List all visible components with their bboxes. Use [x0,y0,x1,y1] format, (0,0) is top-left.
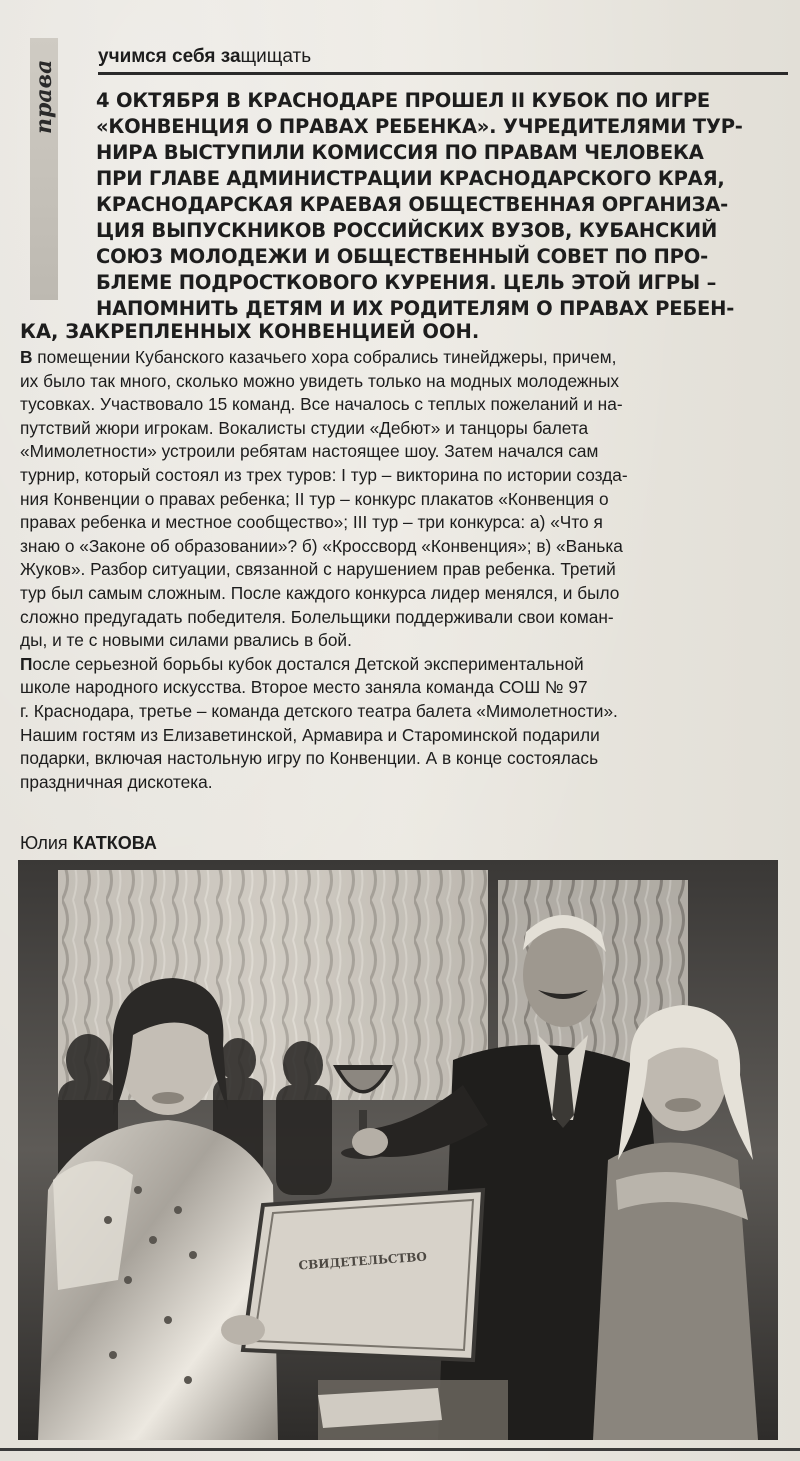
lead-tail: КА, ЗАКРЕПЛЕННЫХ КОНВЕНЦИЕЙ ООН. [20,320,480,343]
certificate-text: СВИДЕТЕЛЬСТВО [298,1249,428,1273]
body-line: ния Конвенции о правах ребенка; II тур – конкурс плакатов «Конвенция о [20,488,609,509]
lead-line: ПРИ ГЛАВЕ АДМИНИСТРАЦИИ КРАСНОДАРСКОГО КРАЯ, [96,167,725,190]
author-byline [20,830,157,856]
girl-hand [221,1315,265,1345]
body-line: г. Краснодара, третье – команда детского театра балета «Мимолетности». [20,700,618,721]
body-line-text: осле серьезной борьбы кубок достался Детской экспериментальной [32,653,584,674]
body-line: Жуков». Разбор ситуации, связанной с нарушением прав ребенка. Третий [20,559,616,580]
lead-paragraph [96,88,764,322]
section-title-bold: учимся себя за [98,46,241,67]
rubric-label: права [31,59,57,134]
body-line [20,653,790,677]
author-first-name: Юлия [20,833,68,853]
section-title-light: щищать [240,46,312,67]
title-rule [98,72,788,75]
lead-line: НИРА ВЫСТУПИЛИ КОМИССИЯ ПО ПРАВАМ ЧЕЛОВЕКА [96,141,704,164]
body-line: тусовках. Участвовало 15 команд. Все началось с теплых пожеланий и на- [20,394,623,415]
body-line-text: помещении Кубанского казачьего хора собрались тинейджеры, причем, [32,347,617,367]
lead-line: КРАСНОДАРСКАЯ КРАЕВАЯ ОБЩЕСТВЕННАЯ ОРГАНИЗА- [96,193,729,216]
photo-illustration [18,860,778,1440]
body-line: ды, и те с новыми силами рвались в бой. [20,630,352,651]
body-line: турнир, который состоял из трех туров: I тур – викторина по истории созда- [20,464,628,485]
dropcap: П [20,653,33,674]
section-title [98,44,311,72]
body-line: праздничная дискотека. [20,771,213,792]
body-line [20,346,790,370]
article-body [20,346,790,794]
lead-line: СОЮЗ МОЛОДЕЖИ И ОБЩЕСТВЕННЫЙ СОВЕТ ПО ПРО- [96,245,709,268]
lead-line: НАПОМНИТЬ ДЕТЯМ И ИХ РОДИТЕЛЯМ О ПРАВАХ РЕБЕН- [96,297,735,320]
body-line: «Мимолетности» устроили ребятам настоящее шоу. Затем начался сам [20,441,599,462]
bottom-rule [0,1448,800,1451]
body-line: путствий жюри игрокам. Вокалисты студии «Дебют» и танцоры балета [20,417,589,438]
body-line: Нашим гостям из Елизаветинской, Армавира и Староминской подарили [20,724,600,745]
body-line: тур был самым сложным. После каждого конкурса лидер менялся, и было [20,582,620,603]
body-line: их было так много, сколько можно увидеть только на модных молодежных [20,370,620,391]
article-photo [18,860,778,1440]
author-last-name: КАТКОВА [72,833,157,853]
lead-line: БЛЕМЕ ПОДРОСТКОВОГО КУРЕНИЯ. ЦЕЛЬ ЭТОЙ ИГРЫ – [96,271,717,294]
lead-line: 4 ОКТЯБРЯ В КРАСНОДАРЕ ПРОШЕЛ II КУБОК ПО ИГРЕ [96,89,711,112]
body-line: сложно предугадать победителя. Болельщики поддерживали свои коман- [20,606,614,627]
body-line: подарки, включая настольную игру по Конвенции. А в конце состоялась [20,748,599,769]
body-line: знаю о «Законе об образовании»? б) «Кроссворд «Конвенция»; в) «Ванька [20,535,623,556]
lead-line: «КОНВЕНЦИЯ О ПРАВАХ РЕБЕНКА». УЧРЕДИТЕЛЯМИ ТУР- [96,115,743,138]
body-line: правах ребенка и местное сообщество»; III тур – три конкурса: а) «Что я [20,512,603,533]
dropcap: В [20,347,33,367]
lead-line: ЦИЯ ВЫПУСКНИКОВ РОССИЙСКИХ ВУЗОВ, КУБАНСКИЙ [96,219,718,242]
certificate [243,1190,483,1360]
body-line: школе народного искусства. Второе место заняла команда СОШ № 97 [20,677,588,698]
